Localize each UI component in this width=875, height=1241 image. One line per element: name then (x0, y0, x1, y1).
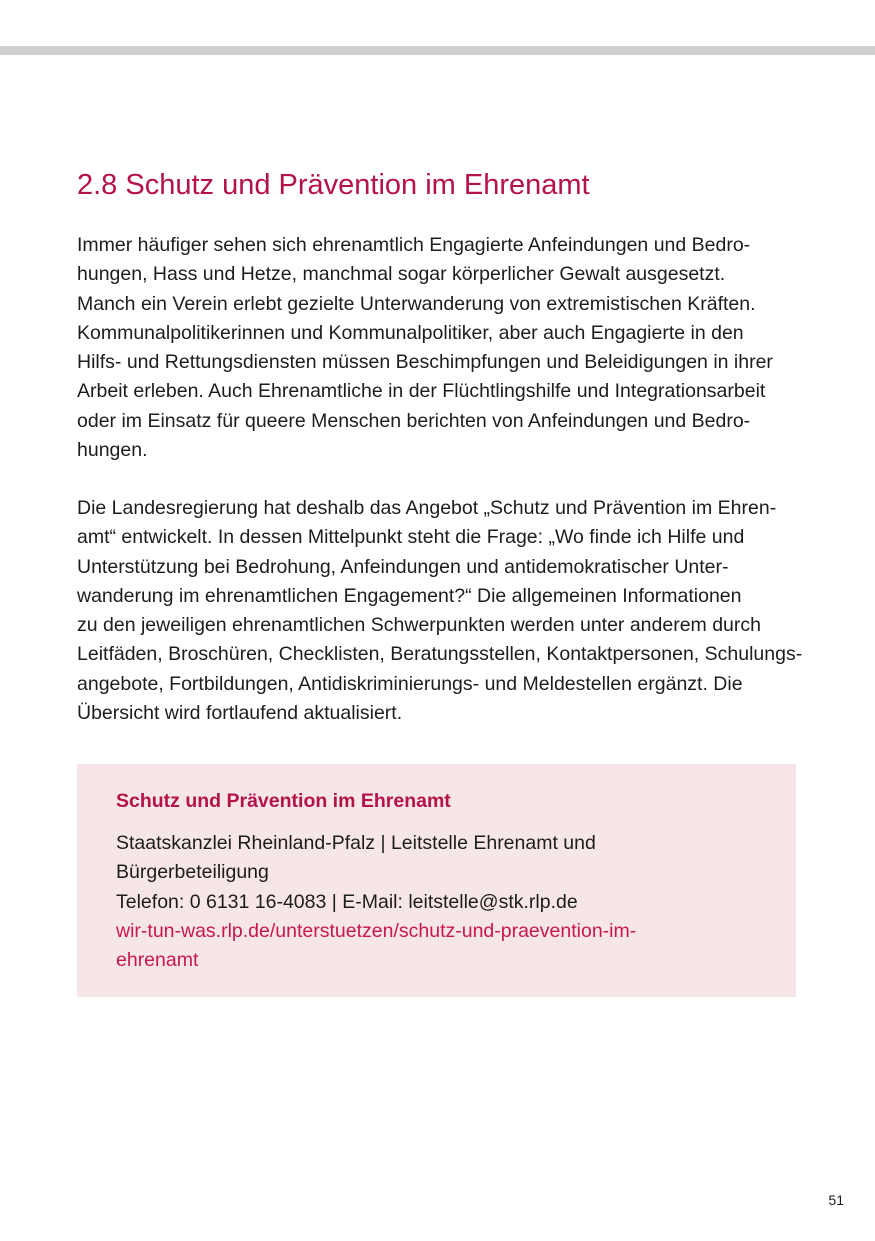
info-box-content (116, 829, 776, 975)
top-divider-rule (0, 46, 875, 55)
paragraph-intro (77, 231, 807, 465)
paragraph-offer (77, 494, 807, 728)
contact-info-box (77, 764, 796, 997)
website-link-line[interactable]: wir-tun-was.rlp.de/unterstuetzen/schutz-und-praevention-im- (116, 919, 637, 942)
paragraph-line: hungen, Hass und Hetze, manchmal sogar körperlicher Gewalt ausgesetzt. (77, 263, 726, 286)
paragraph-line: Unterstützung bei Bedrohung, Anfeindungen und antidemokratischer Unter- (77, 555, 729, 578)
paragraph-line: oder im Einsatz für queere Menschen berichten von Anfeindungen und Bedro- (77, 409, 751, 432)
paragraph-line: amt“ entwickelt. In dessen Mittelpunkt steht die Frage: „Wo finde ich Hilfe und (77, 526, 745, 549)
paragraph-line: Arbeit erleben. Auch Ehrenamtliche in der Flüchtlingshilfe und Integrationsarbeit (77, 380, 766, 403)
info-box-title: Schutz und Prävention im Ehrenamt (116, 790, 451, 812)
paragraph-line: hungen. (77, 439, 148, 462)
paragraph-line: zu den jeweiligen ehrenamtlichen Schwerpunkten werden unter anderem durch (77, 614, 761, 637)
page-number: 51 (828, 1192, 844, 1208)
paragraph-line: Kommunalpolitikerinnen und Kommunalpolitiker, aber auch Engagierte in den (77, 321, 744, 344)
contact-line: Telefon: 0 6131 16-4083 | E-Mail: leitstelle@stk.rlp.de (116, 890, 578, 913)
paragraph-line: Übersicht wird fortlaufend aktualisiert. (77, 702, 403, 725)
paragraph-line: Hilfs- und Rettungsdiensten müssen Beschimpfungen und Beleidigungen in ihrer (77, 351, 773, 374)
organization-line: Bürgerbeteiligung (116, 861, 269, 884)
paragraph-line: Leitfäden, Broschüren, Checklisten, Beratungsstellen, Kontaktpersonen, Schulungs- (77, 643, 803, 666)
paragraph-line: Manch ein Verein erlebt gezielte Unterwanderung von extremistischen Kräften. (77, 292, 756, 315)
paragraph-line: angebote, Fortbildungen, Antidiskriminierungs- und Meldestellen ergänzt. Die (77, 672, 743, 695)
website-link-line[interactable]: ehrenamt (116, 949, 199, 972)
section-heading: 2.8 Schutz und Prävention im Ehrenamt (77, 169, 590, 201)
website-link[interactable] (116, 917, 776, 976)
paragraph-line: Die Landesregierung hat deshalb das Angebot „Schutz und Prävention im Ehren- (77, 497, 777, 519)
paragraph-line: wanderung im ehrenamtlichen Engagement?“ Die allgemeinen Informationen (77, 584, 742, 607)
organization-line: Staatskanzlei Rheinland-Pfalz | Leitstelle Ehrenamt und (116, 832, 596, 854)
paragraph-line: Immer häufiger sehen sich ehrenamtlich Engagierte Anfeindungen und Bedro- (77, 234, 751, 256)
